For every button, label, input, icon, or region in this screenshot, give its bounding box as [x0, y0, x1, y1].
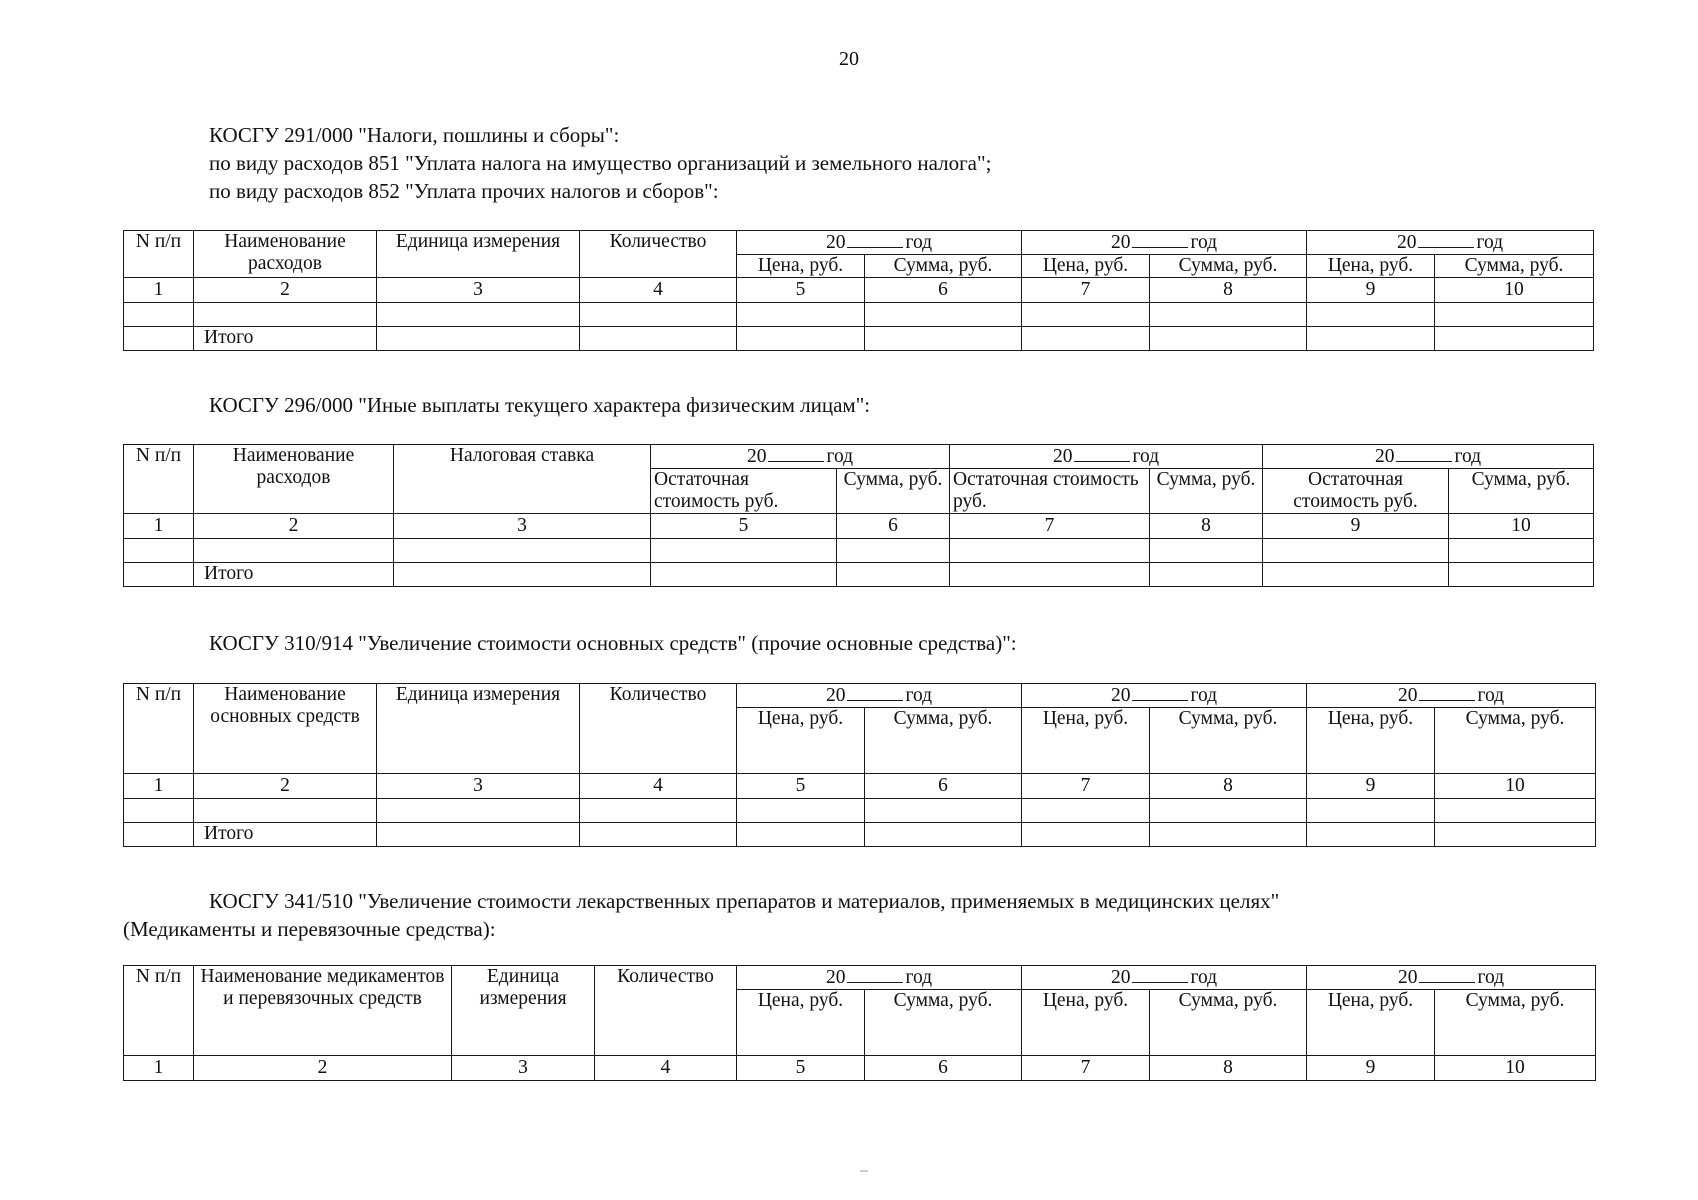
section3-heading-line: КОСГУ 310/914 "Увеличение стоимости основных средств" (прочие основные средства)":	[209, 631, 1017, 655]
year-prefix: 20	[1110, 685, 1131, 706]
empty-cell[interactable]	[737, 799, 865, 823]
header-unit: Единица измерения	[377, 684, 580, 774]
empty-cell[interactable]	[950, 563, 1150, 587]
column-number: 3	[377, 278, 580, 303]
empty-cell[interactable]	[580, 799, 737, 823]
year-suffix: год	[826, 446, 854, 467]
column-number: 1	[124, 514, 194, 539]
header-year	[1022, 231, 1307, 255]
header-price: Цена, руб.	[1022, 708, 1150, 774]
header-price: Цена, руб.	[1307, 255, 1435, 278]
header-year	[737, 231, 1022, 255]
column-number: 7	[1022, 278, 1150, 303]
empty-cell[interactable]	[394, 539, 651, 563]
section1-table	[123, 230, 1594, 351]
empty-cell[interactable]	[1150, 327, 1307, 351]
column-number: 8	[1150, 514, 1263, 539]
year-suffix: год	[1190, 967, 1218, 988]
column-number: 10	[1449, 514, 1594, 539]
header-year	[1263, 445, 1594, 469]
header-sum: Сумма, руб.	[1435, 255, 1594, 278]
empty-cell[interactable]	[1150, 563, 1263, 587]
empty-cell[interactable]	[1150, 303, 1307, 327]
empty-cell[interactable]	[1263, 539, 1449, 563]
section1-heading-line: КОСГУ 291/000 "Налоги, пошлины и сборы":	[209, 123, 620, 147]
empty-cell[interactable]	[737, 823, 865, 847]
total-row	[124, 823, 1596, 847]
column-number: 8	[1150, 774, 1307, 799]
section2-table	[123, 444, 1594, 587]
year-suffix: год	[905, 232, 933, 253]
header-name: Наименование медикаментов и перевязочных средств	[194, 966, 452, 1056]
empty-cell[interactable]	[865, 799, 1022, 823]
empty-cell[interactable]	[580, 303, 737, 327]
header-n: N п/п	[124, 966, 194, 1056]
year-prefix: 20	[825, 685, 846, 706]
year-blank	[1396, 445, 1452, 462]
column-number: 8	[1150, 278, 1307, 303]
header-price: Цена, руб.	[737, 990, 865, 1056]
header-name: Наименование основных средств	[194, 684, 377, 774]
section4-heading-line: КОСГУ 341/510 "Увеличение стоимости лекарственных препаратов и материалов, применяемых в медицинских целях"	[209, 889, 1280, 913]
empty-cell[interactable]	[651, 539, 837, 563]
year-suffix: год	[1454, 446, 1482, 467]
year-blank	[1074, 445, 1130, 462]
empty-cell[interactable]	[1307, 303, 1435, 327]
column-number: 1	[124, 774, 194, 799]
total-row	[124, 563, 1594, 587]
column-number: 3	[452, 1056, 595, 1081]
column-number: 2	[194, 1056, 452, 1081]
header-price: Цена, руб.	[737, 255, 865, 278]
column-number: 6	[865, 774, 1022, 799]
column-number: 10	[1435, 1056, 1596, 1081]
column-number: 3	[394, 514, 651, 539]
column-number: 7	[1022, 1056, 1150, 1081]
column-number: 8	[1150, 1056, 1307, 1081]
table-row	[124, 303, 1594, 327]
year-blank	[847, 966, 903, 983]
empty-cell[interactable]	[1263, 563, 1449, 587]
empty-cell[interactable]	[580, 823, 737, 847]
empty-cell[interactable]	[737, 327, 865, 351]
table-row	[124, 799, 1596, 823]
year-prefix: 20	[1397, 685, 1418, 706]
year-blank	[768, 445, 824, 462]
empty-cell	[124, 563, 194, 587]
year-blank	[1418, 231, 1474, 248]
header-year	[950, 445, 1263, 469]
total-label: Итого	[194, 563, 394, 587]
column-number: 9	[1307, 1056, 1435, 1081]
empty-cell[interactable]	[1022, 799, 1150, 823]
column-number: 2	[194, 774, 377, 799]
empty-cell	[124, 823, 194, 847]
section3-heading	[209, 629, 1017, 657]
header-sum: Сумма, руб.	[1449, 469, 1594, 514]
empty-cell[interactable]	[394, 563, 651, 587]
total-row	[124, 327, 1594, 351]
year-prefix: 20	[825, 232, 846, 253]
empty-cell[interactable]	[1150, 539, 1263, 563]
empty-cell[interactable]	[1150, 799, 1307, 823]
empty-cell[interactable]	[1435, 823, 1596, 847]
header-residual: Остаточная стоимость руб.	[651, 469, 837, 514]
header-year	[1022, 684, 1307, 708]
header-qty: Количество	[580, 684, 737, 774]
empty-cell[interactable]	[194, 799, 377, 823]
empty-cell[interactable]	[865, 303, 1022, 327]
empty-cell[interactable]	[1307, 823, 1435, 847]
column-number: 9	[1307, 774, 1435, 799]
year-prefix: 20	[1052, 446, 1073, 467]
header-sum: Сумма, руб.	[1435, 708, 1596, 774]
header-name: Наименование расходов	[194, 231, 377, 278]
total-label: Итого	[194, 327, 377, 351]
section1-heading-line: по виду расходов 851 "Уплата налога на имущество организаций и земельного налога";	[209, 151, 992, 175]
year-blank	[1419, 966, 1475, 983]
column-number: 5	[651, 514, 837, 539]
header-unit: Единица измерения	[377, 231, 580, 278]
column-number: 2	[194, 278, 377, 303]
column-number: 1	[124, 1056, 194, 1081]
empty-cell[interactable]	[1022, 303, 1150, 327]
column-number: 4	[580, 774, 737, 799]
year-suffix: год	[1477, 685, 1505, 706]
header-price: Цена, руб.	[737, 708, 865, 774]
empty-cell[interactable]	[194, 539, 394, 563]
header-sum: Сумма, руб.	[837, 469, 950, 514]
year-blank	[1132, 966, 1188, 983]
year-suffix: год	[1132, 446, 1160, 467]
header-n: N п/п	[124, 445, 194, 514]
header-rate: Налоговая ставка	[394, 445, 651, 514]
year-blank	[1132, 231, 1188, 248]
header-residual: Остаточная стоимость руб.	[950, 469, 1150, 514]
column-number: 4	[580, 278, 737, 303]
scan-artifact	[860, 1170, 868, 1172]
year-prefix: 20	[1374, 446, 1395, 467]
year-blank	[1132, 684, 1188, 701]
year-prefix: 20	[1396, 232, 1417, 253]
empty-cell[interactable]	[1435, 799, 1596, 823]
section2-heading	[209, 391, 870, 419]
header-price: Цена, руб.	[1307, 990, 1435, 1056]
year-blank	[847, 231, 903, 248]
column-number: 6	[837, 514, 950, 539]
year-prefix: 20	[746, 446, 767, 467]
section4-heading	[123, 887, 1279, 943]
column-number: 10	[1435, 774, 1596, 799]
header-year	[651, 445, 950, 469]
total-label: Итого	[194, 823, 377, 847]
empty-cell[interactable]	[124, 799, 194, 823]
column-number: 7	[950, 514, 1150, 539]
empty-cell[interactable]	[1022, 327, 1150, 351]
year-suffix: год	[1477, 967, 1505, 988]
header-year	[1022, 966, 1307, 990]
column-number: 2	[194, 514, 394, 539]
empty-cell[interactable]	[865, 823, 1022, 847]
year-suffix: год	[1190, 232, 1218, 253]
empty-cell[interactable]	[1307, 327, 1435, 351]
header-price: Цена, руб.	[1022, 255, 1150, 278]
empty-cell[interactable]	[124, 539, 194, 563]
year-suffix: год	[1190, 685, 1218, 706]
header-year	[1307, 966, 1596, 990]
header-residual: Остаточная стоимость руб.	[1263, 469, 1449, 514]
empty-cell[interactable]	[1449, 539, 1594, 563]
empty-cell[interactable]	[950, 539, 1150, 563]
column-number: 1	[124, 278, 194, 303]
page-number: 20	[839, 48, 859, 70]
empty-cell[interactable]	[737, 303, 865, 327]
empty-cell	[124, 327, 194, 351]
section1-heading-line: по виду расходов 852 "Уплата прочих налогов и сборов":	[209, 179, 719, 203]
header-sum: Сумма, руб.	[865, 990, 1022, 1056]
header-price: Цена, руб.	[1022, 990, 1150, 1056]
column-number: 5	[737, 278, 865, 303]
empty-cell[interactable]	[377, 799, 580, 823]
empty-cell[interactable]	[377, 327, 580, 351]
column-number: 6	[865, 278, 1022, 303]
header-n: N п/п	[124, 231, 194, 278]
year-suffix: год	[905, 685, 933, 706]
empty-cell[interactable]	[1449, 563, 1594, 587]
header-sum: Сумма, руб.	[1150, 469, 1263, 514]
header-sum: Сумма, руб.	[1150, 990, 1307, 1056]
empty-cell[interactable]	[194, 303, 377, 327]
header-sum: Сумма, руб.	[1435, 990, 1596, 1056]
empty-cell[interactable]	[1150, 823, 1307, 847]
section2-heading-line: КОСГУ 296/000 "Иные выплаты текущего характера физическим лицам":	[209, 393, 871, 417]
section1-heading	[209, 121, 991, 205]
empty-cell[interactable]	[1435, 327, 1594, 351]
header-qty: Количество	[580, 231, 737, 278]
empty-cell[interactable]	[377, 823, 580, 847]
header-year	[1307, 231, 1594, 255]
year-blank	[847, 684, 903, 701]
year-prefix: 20	[825, 967, 846, 988]
section4-heading-line: (Медикаменты и перевязочные средства):	[123, 917, 496, 941]
year-blank	[1419, 684, 1475, 701]
column-number: 9	[1307, 278, 1435, 303]
table-row	[124, 539, 1594, 563]
year-prefix: 20	[1397, 967, 1418, 988]
empty-cell[interactable]	[651, 563, 837, 587]
empty-cell[interactable]	[377, 303, 580, 327]
header-sum: Сумма, руб.	[865, 708, 1022, 774]
header-year	[737, 684, 1022, 708]
column-number: 10	[1435, 278, 1594, 303]
section4-table	[123, 965, 1596, 1081]
empty-cell[interactable]	[837, 539, 950, 563]
header-year	[1307, 684, 1596, 708]
header-sum: Сумма, руб.	[865, 255, 1022, 278]
year-prefix: 20	[1110, 232, 1131, 253]
column-number: 9	[1263, 514, 1449, 539]
year-suffix: год	[905, 967, 933, 988]
empty-cell[interactable]	[1435, 303, 1594, 327]
empty-cell[interactable]	[124, 303, 194, 327]
empty-cell[interactable]	[837, 563, 950, 587]
header-unit: Единица измерения	[452, 966, 595, 1056]
header-sum: Сумма, руб.	[1150, 708, 1307, 774]
column-number: 4	[595, 1056, 737, 1081]
header-sum: Сумма, руб.	[1150, 255, 1307, 278]
year-suffix: год	[1476, 232, 1504, 253]
column-number: 3	[377, 774, 580, 799]
column-number: 5	[737, 774, 865, 799]
empty-cell[interactable]	[580, 327, 737, 351]
header-n: N п/п	[124, 684, 194, 774]
header-qty: Количество	[595, 966, 737, 1056]
column-number: 7	[1022, 774, 1150, 799]
column-number: 6	[865, 1056, 1022, 1081]
header-year	[737, 966, 1022, 990]
empty-cell[interactable]	[1307, 799, 1435, 823]
section3-table	[123, 683, 1596, 847]
header-name: Наименование расходов	[194, 445, 394, 514]
empty-cell[interactable]	[1022, 823, 1150, 847]
empty-cell[interactable]	[865, 327, 1022, 351]
column-number: 5	[737, 1056, 865, 1081]
year-prefix: 20	[1110, 967, 1131, 988]
header-price: Цена, руб.	[1307, 708, 1435, 774]
